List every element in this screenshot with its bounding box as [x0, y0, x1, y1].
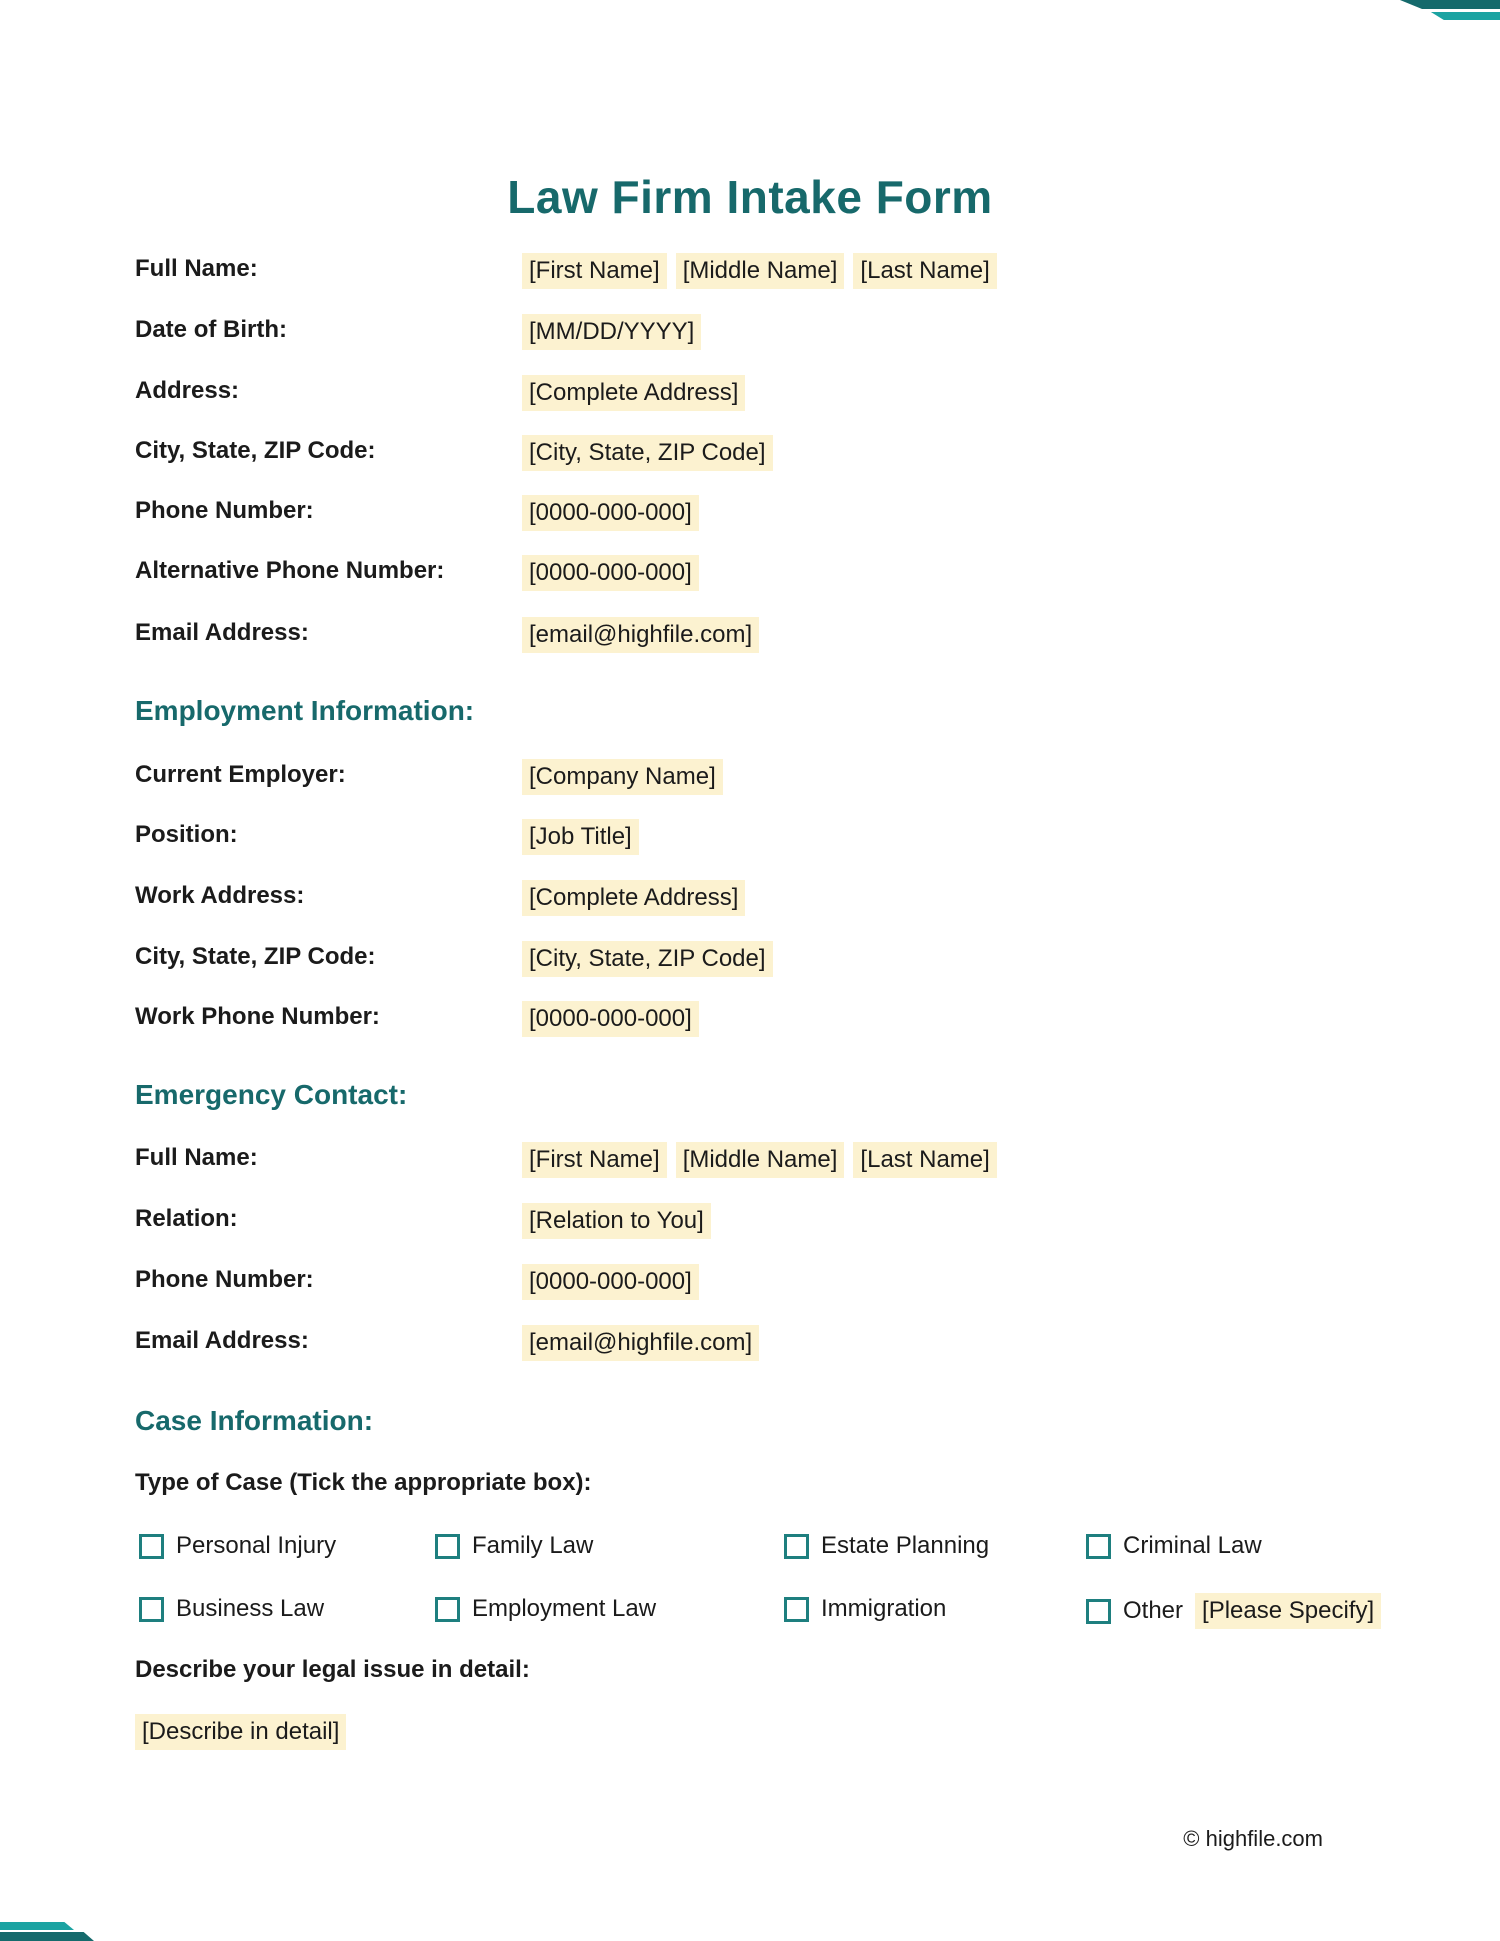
field-value[interactable]: [First Name] [522, 253, 667, 289]
field-value[interactable]: [Last Name] [853, 253, 996, 289]
bottom-left-stripe-light-icon [0, 1922, 74, 1930]
form-field-row-phone [135, 495, 699, 531]
case-type-option-criminal-law [1086, 1530, 1262, 1562]
field-value[interactable]: [City, State, ZIP Code] [522, 435, 773, 471]
field-label: Work Address: [135, 882, 305, 909]
form-field-row-work-address [135, 880, 745, 916]
describe-issue-label: Describe your legal issue in detail: [135, 1656, 530, 1683]
field-value[interactable]: [0000-000-000] [522, 495, 699, 531]
checkbox-label: Estate Planning [821, 1532, 990, 1559]
field-value-group [522, 1203, 711, 1239]
case-type-option-employment-law [435, 1593, 656, 1625]
field-value[interactable]: [City, State, ZIP Code] [522, 941, 773, 977]
field-value[interactable]: [Complete Address] [522, 375, 745, 411]
field-label: Address: [135, 377, 240, 404]
form-field-row-emergency-phone [135, 1264, 699, 1300]
section-heading-employment: Employment Information: [135, 695, 475, 726]
field-value-group [522, 314, 701, 350]
field-value-group [522, 759, 723, 795]
field-value[interactable]: [email@highfile.com] [522, 1325, 759, 1361]
field-value-group [522, 1264, 699, 1300]
field-value-group [522, 435, 773, 471]
copyright: © highfile.com [1183, 1826, 1323, 1851]
field-value-group [522, 1001, 699, 1037]
field-value[interactable]: [Company Name] [522, 759, 723, 795]
field-value[interactable]: [Describe in detail] [135, 1714, 346, 1750]
page-title: Law Firm Intake Form [507, 171, 993, 223]
case-type-option-immigration [784, 1593, 946, 1625]
case-type-option-business-law [139, 1593, 324, 1625]
form-field-row-address [135, 375, 745, 411]
field-value[interactable]: [MM/DD/YYYY] [522, 314, 701, 350]
checkbox[interactable] [139, 1597, 164, 1622]
checkbox[interactable] [1086, 1534, 1111, 1559]
field-value[interactable]: [Middle Name] [676, 1142, 845, 1178]
field-value[interactable]: [0000-000-000] [522, 1001, 699, 1037]
form-field-row-emergency-email [135, 1325, 759, 1361]
field-label: Email Address: [135, 619, 309, 646]
field-value[interactable]: [First Name] [522, 1142, 667, 1178]
field-label: Phone Number: [135, 497, 314, 524]
field-label: Date of Birth: [135, 316, 287, 343]
field-label: Alternative Phone Number: [135, 557, 445, 584]
field-label: Phone Number: [135, 1266, 314, 1293]
section-heading-emergency: Emergency Contact: [135, 1079, 408, 1110]
form-field-row-position [135, 819, 639, 855]
form-field-row-work-phone [135, 1001, 699, 1037]
case-type-option-estate-planning [784, 1530, 989, 1562]
form-field-row-dob [135, 314, 701, 350]
checkbox-label: Personal Injury [176, 1532, 337, 1559]
checkbox[interactable] [784, 1597, 809, 1622]
bottom-left-stripe-dark-icon [0, 1932, 94, 1941]
type-of-case-label: Type of Case (Tick the appropriate box): [135, 1469, 592, 1496]
checkbox[interactable] [435, 1534, 460, 1559]
checkbox-label: Immigration [821, 1595, 947, 1622]
form-field-row-full-name [135, 253, 997, 289]
other-specify-value[interactable]: [Please Specify] [1195, 1593, 1381, 1629]
field-label: Work Phone Number: [135, 1003, 380, 1030]
checkbox-label: Family Law [472, 1532, 594, 1559]
form-field-row-relation [135, 1203, 711, 1239]
field-value-group [522, 1325, 759, 1361]
field-label: Relation: [135, 1205, 238, 1232]
checkbox-label: Criminal Law [1123, 1532, 1262, 1559]
field-value-group [522, 617, 759, 653]
field-value-group [522, 1142, 997, 1178]
field-label: Email Address: [135, 1327, 309, 1354]
field-label: Full Name: [135, 255, 258, 282]
field-value[interactable]: [Complete Address] [522, 880, 745, 916]
field-value-group [522, 555, 699, 591]
field-label: Current Employer: [135, 761, 346, 788]
field-value[interactable]: [Last Name] [853, 1142, 996, 1178]
form-field-row-emergency-name [135, 1142, 997, 1178]
field-value[interactable]: [email@highfile.com] [522, 617, 759, 653]
case-type-option-other [1086, 1593, 1381, 1629]
field-value-group [522, 819, 639, 855]
form-field-row-alt-phone [135, 555, 699, 591]
case-type-option-family-law [435, 1530, 593, 1562]
field-label: City, State, ZIP Code: [135, 943, 376, 970]
form-field-row-current-employer [135, 759, 723, 795]
case-type-option-personal-injury [139, 1530, 336, 1562]
field-label: City, State, ZIP Code: [135, 437, 376, 464]
form-field-row-email [135, 617, 759, 653]
checkbox[interactable] [784, 1534, 809, 1559]
form-field-row-work-city-state-zip [135, 941, 773, 977]
checkbox[interactable] [1086, 1599, 1111, 1624]
form-field-row-city-state-zip [135, 435, 773, 471]
field-value-group [522, 495, 699, 531]
checkbox[interactable] [139, 1534, 164, 1559]
field-value-group [522, 941, 773, 977]
section-heading-case: Case Information: [135, 1405, 374, 1436]
field-value[interactable]: [Job Title] [522, 819, 639, 855]
field-value[interactable]: [0000-000-000] [522, 555, 699, 591]
field-label: Position: [135, 821, 238, 848]
checkbox-label: Other [1123, 1597, 1184, 1624]
top-right-stripe-light-icon [1428, 12, 1500, 20]
top-right-stripe-dark-icon [1400, 0, 1500, 9]
describe-issue-field [135, 1714, 346, 1750]
checkbox-label: Business Law [176, 1595, 325, 1622]
field-value-group [522, 880, 745, 916]
field-value-group [522, 253, 997, 289]
checkbox-label: Employment Law [472, 1595, 657, 1622]
field-label: Full Name: [135, 1144, 258, 1171]
checkbox[interactable] [435, 1597, 460, 1622]
field-value[interactable]: [0000-000-000] [522, 1264, 699, 1300]
field-value[interactable]: [Relation to You] [522, 1203, 711, 1239]
field-value-group [522, 375, 745, 411]
field-value[interactable]: [Middle Name] [676, 253, 845, 289]
